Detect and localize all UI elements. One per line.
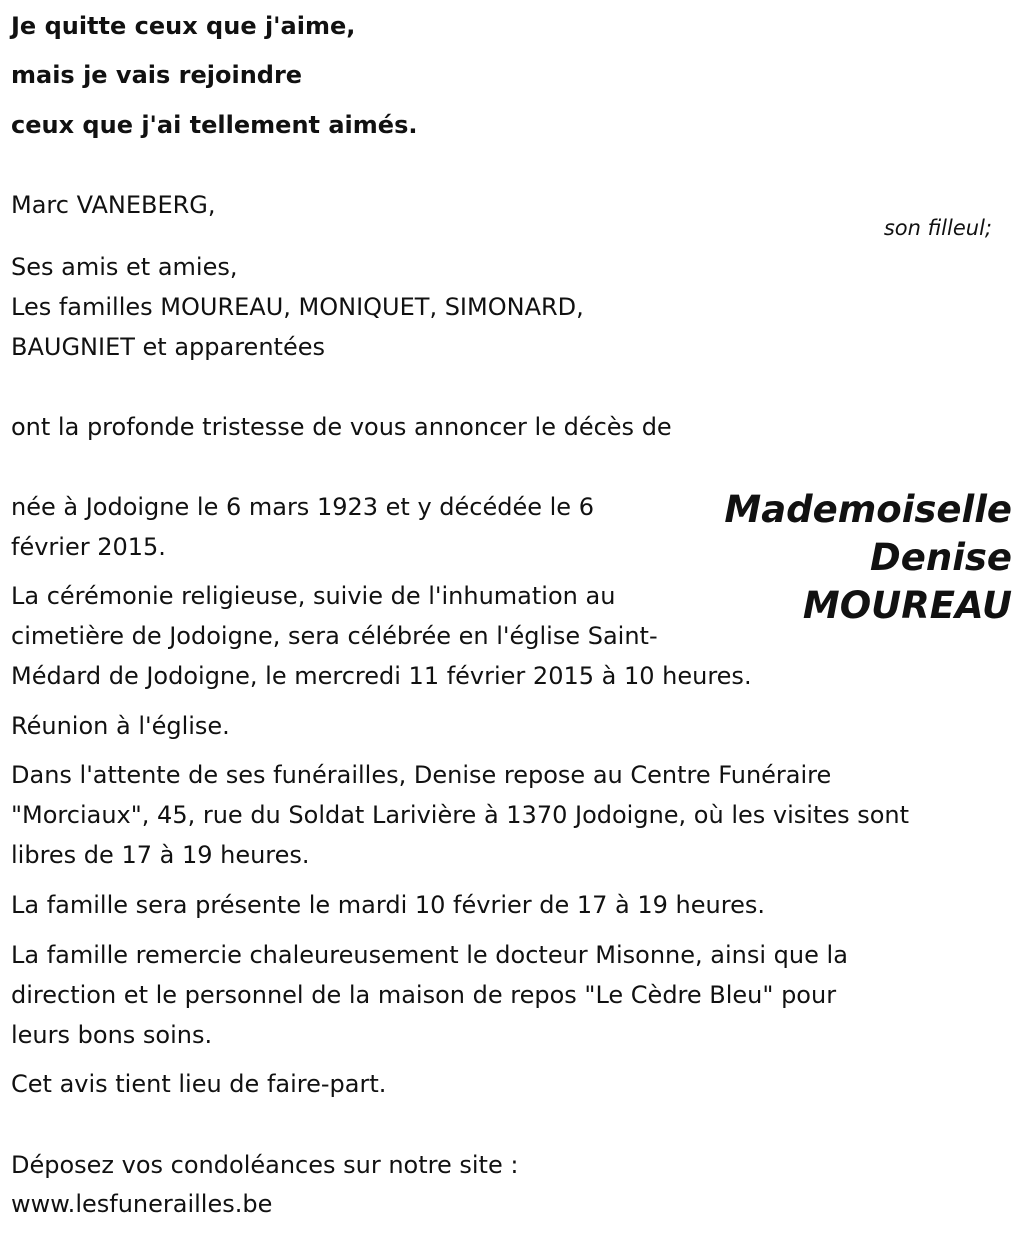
friends-line: Ses amis et amies, [11,253,238,281]
deceased-last-name: MOUREAU [802,584,1012,627]
deceased-title: Mademoiselle [724,488,1012,531]
thanks-line-3: leurs bons soins. [11,1021,213,1049]
announcement-line: ont la profonde tristesse de vous annoncer le décès de [11,413,672,441]
website-link[interactable]: www.lesfunerailles.be [11,1190,273,1218]
godson-role: son filleul; [883,216,992,240]
thanks-line-1: La famille remercie chaleureusement le docteur Misonne, ainsi que la [11,941,848,969]
deceased-name [690,486,1012,630]
thanks-line-2: direction et le personnel de la maison de repos "Le Cèdre Bleu" pour [11,981,837,1009]
ceremony-line-2: cimetière de Jodoigne, sera célébrée en l'église Saint- [11,622,658,650]
deceased-first-name: Denise [870,536,1012,579]
condolences-line: Déposez vos condoléances sur notre site : [11,1151,519,1179]
meeting-line: Réunion à l'église. [11,712,230,740]
ceremony-line-1: La cérémonie religieuse, suivie de l'inhumation au [11,582,616,610]
rest-line-2: "Morciaux", 45, rue du Soldat Larivière à 1370 Jodoigne, où les visites sont [11,801,910,829]
godson-name: Marc VANEBERG, [11,191,216,219]
birth-line-2: février 2015. [11,533,166,561]
birth-line-1: née à Jodoigne le 6 mars 1923 et y décédée le 6 [11,493,594,521]
quote-line-2: mais je vais rejoindre [11,61,303,89]
family-present-line: La famille sera présente le mardi 10 février de 17 à 19 heures. [11,891,765,919]
notice-line: Cet avis tient lieu de faire-part. [11,1070,387,1098]
rest-line-3: libres de 17 à 19 heures. [11,841,310,869]
quote-line-3: ceux que j'ai tellement aimés. [11,111,418,139]
rest-line-1: Dans l'attente de ses funérailles, Denise repose au Centre Funéraire [11,761,832,789]
families-line-2: BAUGNIET et apparentées [11,333,325,361]
families-line-1: Les familles MOUREAU, MONIQUET, SIMONARD, [11,293,584,321]
ceremony-line-3: Médard de Jodoigne, le mercredi 11 février 2015 à 10 heures. [11,662,752,690]
quote-line-1: Je quitte ceux que j'aime, [11,12,356,40]
